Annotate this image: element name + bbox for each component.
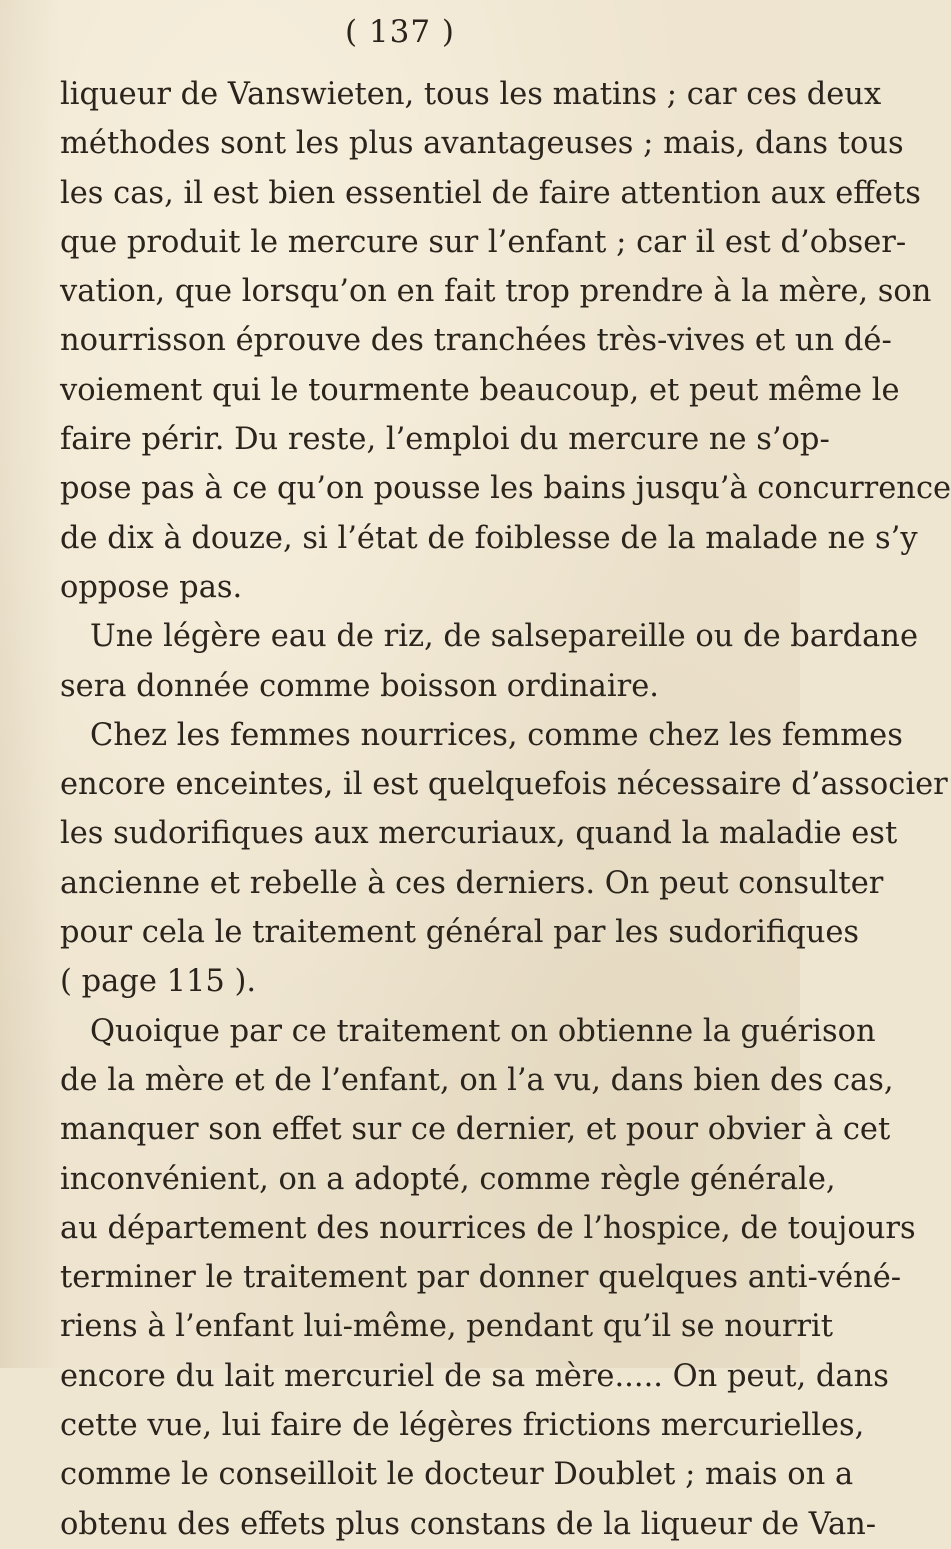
- text-line: les sudorifiques aux mercuriaux, quand la maladie est: [60, 816, 898, 852]
- text-line: que produit le mercure sur l’enfant ; car il est d’obser-: [60, 224, 907, 260]
- text-line: ancienne et rebelle à ces derniers. On peut consulter: [60, 865, 884, 901]
- text-line: de dix à douze, si l’état de foiblesse de la malade ne s’y: [60, 520, 918, 556]
- text-line: comme le conseilloit le docteur Doublet ; mais on a: [60, 1457, 854, 1493]
- text-line: faire périr. Du reste, l’emploi du mercure ne s’op-: [60, 422, 830, 458]
- text-line: ( page 115 ).: [60, 964, 257, 1000]
- text-line: pour cela le traitement général par les sudorifiques: [60, 915, 860, 951]
- text-line: nourrisson éprouve des tranchées très-vives et un dé-: [60, 323, 892, 359]
- text-line: riens à l’enfant lui-même, pendant qu’il se nourrit: [60, 1309, 834, 1345]
- text-line: pose pas à ce qu’on pousse les bains jusqu’à concurrence: [60, 471, 951, 507]
- text-line: Chez les femmes nourrices, comme chez les femmes: [90, 717, 903, 753]
- text-line: liqueur de Vanswieten, tous les matins ; car ces deux: [60, 77, 882, 112]
- text-line: au département des nourrices de l’hospice, de toujours: [60, 1210, 916, 1246]
- text-line: encore enceintes, il est quelquefois nécessaire d’associer: [60, 767, 948, 803]
- body-text: [60, 70, 951, 1549]
- text-line: vation, que lorsqu’on en fait trop prendre à la mère, son: [60, 274, 932, 310]
- text-line: terminer le traitement par donner quelques anti-véné-: [60, 1260, 902, 1296]
- text-line: cette vue, lui faire de légères frictions mercurielles,: [60, 1408, 865, 1444]
- text-line: encore du lait mercuriel de sa mère..... On peut, dans: [60, 1358, 889, 1394]
- text-line: oppose pas.: [60, 569, 243, 605]
- text-line: sera donnée comme boisson ordinaire.: [60, 668, 659, 704]
- text-line: de la mère et de l’enfant, on l’a vu, dans bien des cas,: [60, 1062, 894, 1098]
- text-line: voiement qui le tourmente beaucoup, et peut même le: [60, 372, 900, 408]
- page-number: ( 137 ): [344, 14, 456, 50]
- text-line: inconvénient, on a adopté, comme règle générale,: [60, 1161, 836, 1197]
- text-line: manquer son effet sur ce dernier, et pour obvier à cet: [60, 1112, 891, 1148]
- text-line: Une légère eau de riz, de salsepareille ou de bardane: [90, 619, 918, 655]
- text-line: Quoique par ce traitement on obtienne la guérison: [90, 1013, 876, 1049]
- text-line: méthodes sont les plus avantageuses ; mais, dans tous: [60, 126, 904, 162]
- text-line: obtenu des effets plus constans de la liqueur de Van-: [60, 1506, 877, 1542]
- text-line: les cas, il est bien essentiel de faire attention aux effets: [60, 175, 921, 211]
